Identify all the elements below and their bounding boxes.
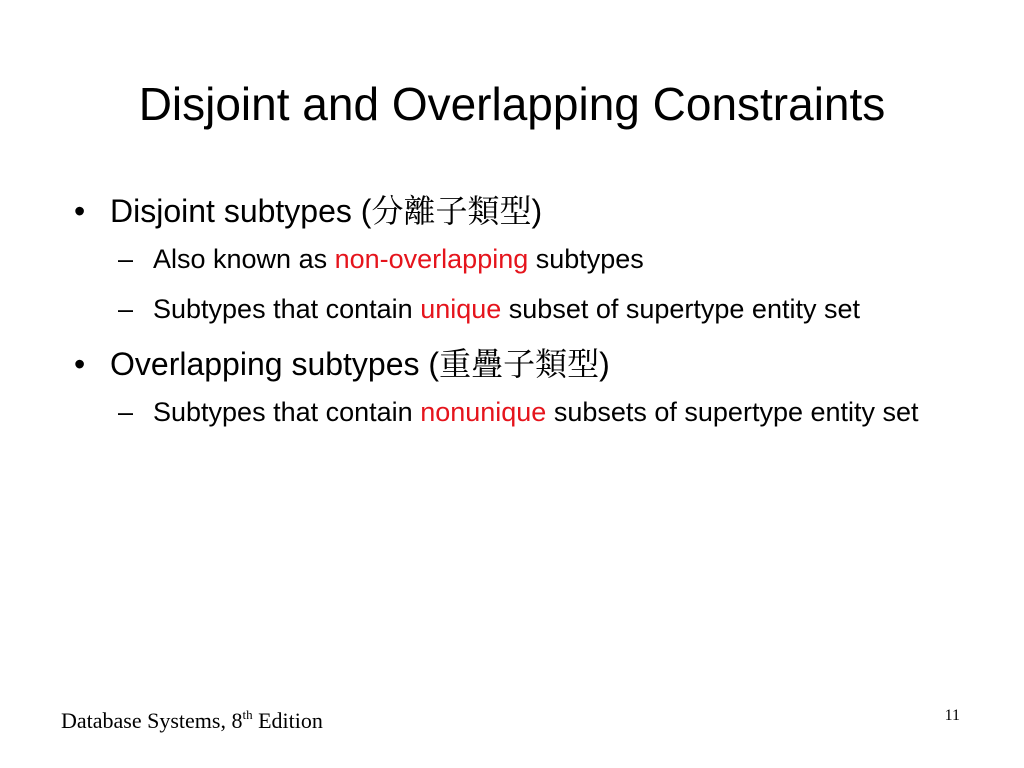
subitem-text-after: subset of supertype entity set xyxy=(501,293,860,324)
slide-title: Disjoint and Overlapping Constraints xyxy=(138,78,886,130)
dash-marker: – xyxy=(118,293,134,324)
bullet-chinese-term: 分離子類型 xyxy=(371,192,532,230)
bullet-disjoint-subtypes xyxy=(70,192,950,230)
bullet-overlapping-subtypes xyxy=(70,345,950,383)
bullet-chinese-term: 重疊子類型 xyxy=(439,344,600,383)
subitem-text-after: subtypes xyxy=(528,244,644,275)
highlight-term: non-overlapping xyxy=(334,244,529,275)
footer-book: Database Systems, 8 xyxy=(61,708,243,733)
footer-edition: Edition xyxy=(252,708,323,733)
bullet-marker: • xyxy=(74,193,86,229)
slide-content xyxy=(70,192,950,432)
footer-superscript: th xyxy=(242,707,253,722)
subitem-text: Also known as xyxy=(153,244,335,275)
subitem-nonunique-subsets xyxy=(70,393,950,432)
subitem-unique-subset xyxy=(70,290,950,329)
highlight-term: unique xyxy=(420,293,502,324)
subitem-text: Subtypes that contain xyxy=(153,397,421,428)
dash-marker: – xyxy=(118,244,134,275)
bullet-close-paren: ) xyxy=(531,193,543,229)
dash-marker: – xyxy=(118,397,134,428)
subitem-text-after: subsets of supertype entity set xyxy=(546,397,919,428)
page-number: 11 xyxy=(944,707,960,724)
subitem-also-known-as xyxy=(70,240,950,279)
bullet-close-paren: ) xyxy=(599,345,610,382)
bullet-marker: • xyxy=(74,345,86,382)
bullet-text: Overlapping subtypes ( xyxy=(110,345,440,382)
subitem-text: Subtypes that contain xyxy=(153,293,421,324)
footer-book-title xyxy=(61,708,323,734)
bullet-text: Disjoint subtypes ( xyxy=(110,193,372,229)
highlight-term: nonunique xyxy=(420,397,547,428)
